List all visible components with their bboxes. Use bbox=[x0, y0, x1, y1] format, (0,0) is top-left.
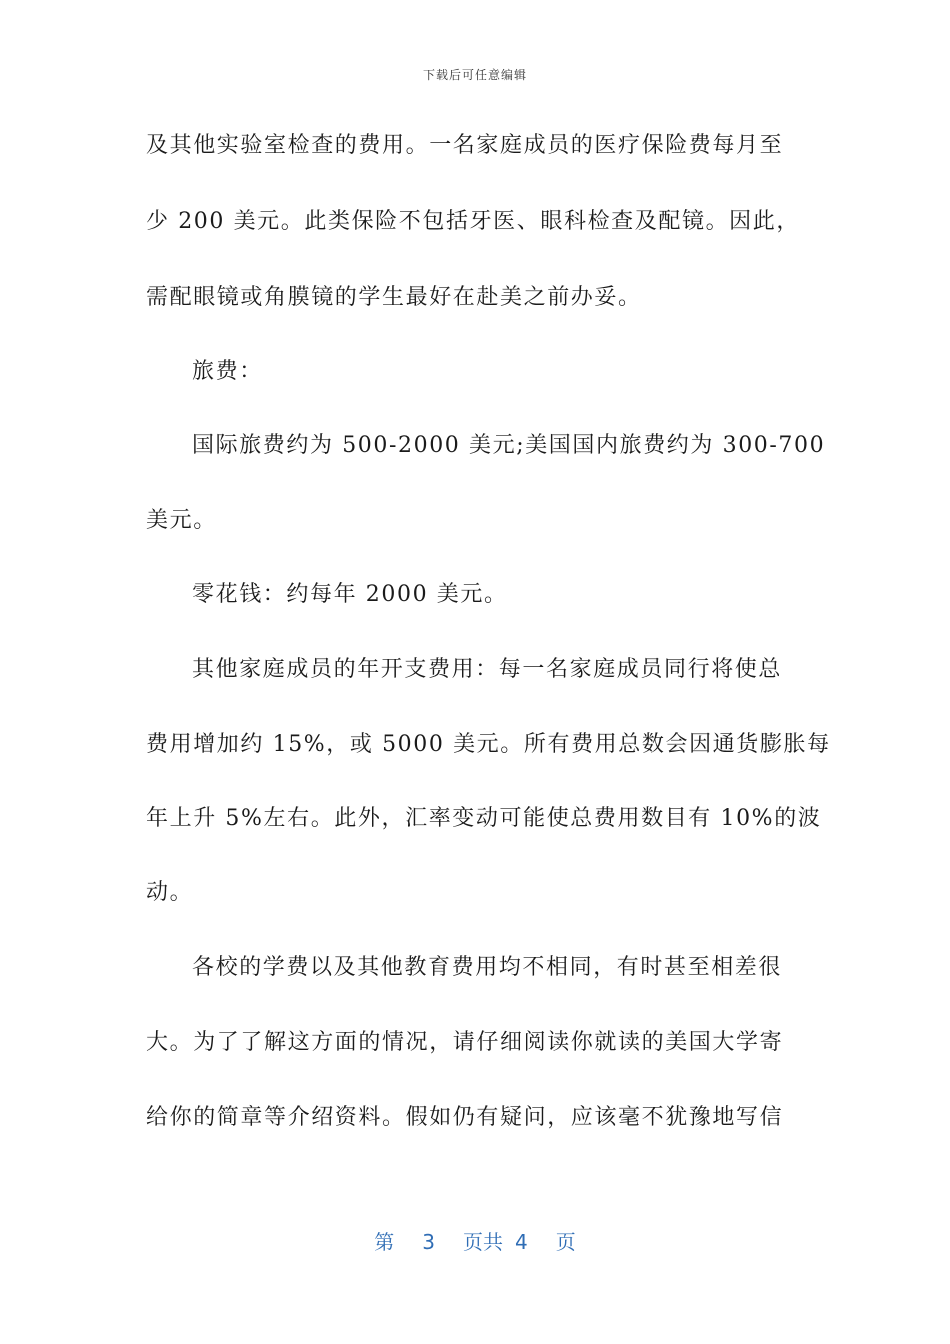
footer-suffix: 页 bbox=[555, 1230, 576, 1254]
body-line: 少 200 美元。此类保险不包括牙医、眼科检查及配镜。因此， bbox=[146, 209, 800, 234]
body-line: 大。为了了解这方面的情况，请仔细阅读你就读的美国大学寄 bbox=[146, 1030, 784, 1055]
footer-prefix: 第 bbox=[374, 1230, 395, 1254]
body-line: 美元。 bbox=[146, 508, 217, 533]
body-line: 年上升 5%左右。此外，汇率变动可能使总费用数目有 10%的波 bbox=[146, 806, 822, 831]
header-note: 下载后可任意编辑 bbox=[422, 68, 527, 82]
body-line: 零花钱：约每年 2000 美元。 bbox=[192, 582, 508, 607]
page-number-footer bbox=[0, 1226, 950, 1255]
body-line: 其他家庭成员的年开支费用：每一名家庭成员同行将使总 bbox=[192, 657, 783, 682]
body-line: 需配眼镜或角膜镜的学生最好在赴美之前办妥。 bbox=[146, 285, 642, 310]
section-heading: 旅费： bbox=[192, 359, 263, 384]
body-line: 费用增加约 15%，或 5000 美元。所有费用总数会因通货膨胀每 bbox=[146, 732, 831, 757]
footer-middle: 页共 bbox=[463, 1230, 503, 1254]
body-line: 国际旅费约为 500-2000 美元;美国国内旅费约为 300-700 bbox=[192, 433, 826, 458]
body-line: 动。 bbox=[146, 880, 194, 905]
body-line: 各校的学费以及其他教育费用均不相同，有时甚至相差很 bbox=[192, 955, 783, 980]
body-line: 给你的简章等介绍资料。假如仍有疑问，应该毫不犹豫地写信 bbox=[146, 1105, 784, 1130]
total-page-number: 4 bbox=[515, 1230, 528, 1254]
current-page-number: 3 bbox=[422, 1230, 435, 1254]
body-line: 及其他实验室检查的费用。一名家庭成员的医疗保险费每月至 bbox=[146, 133, 784, 158]
